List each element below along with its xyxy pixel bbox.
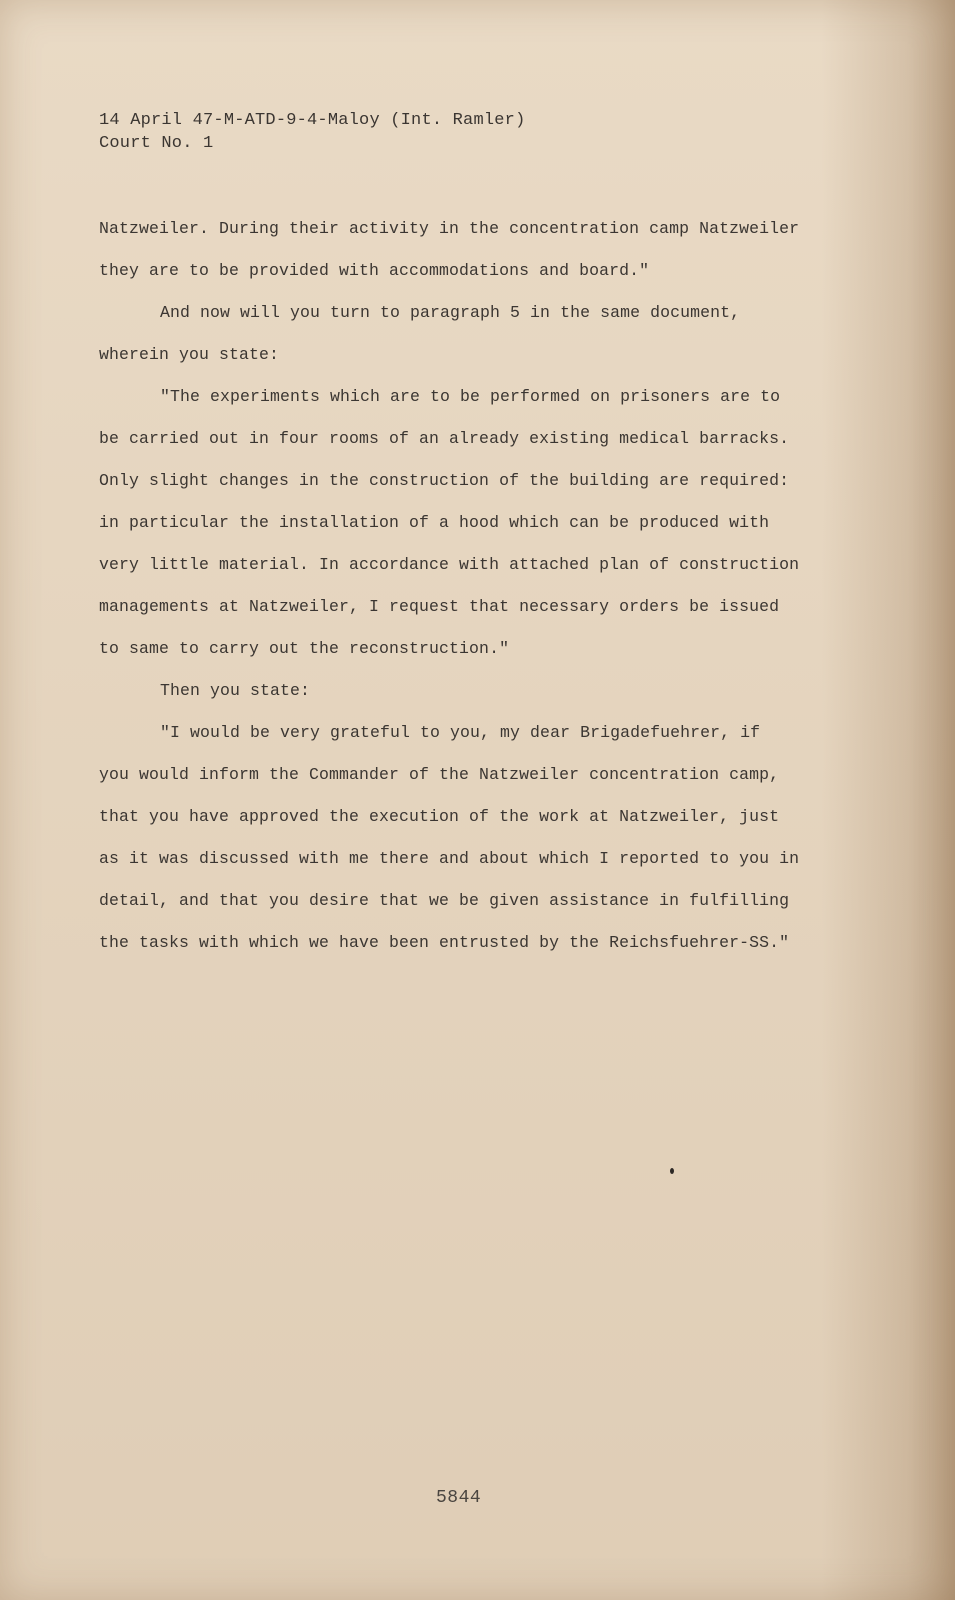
text-line: that you have approved the execution of the work at Natzweiler, just [99,807,780,826]
text-line: the tasks with which we have been entrusted by the Reichsfuehrer-SS." [99,933,790,952]
text-line: Only slight changes in the construction of the building are required: [99,471,790,490]
text-line: they are to be provided with accommodations and board." [99,261,650,280]
header-session-line: 14 April 47-M-ATD-9-4-Maloy (Int. Ramler) [99,111,526,130]
transcript-body [99,208,839,964]
text-line: in particular the installation of a hood which can be produced with [99,513,770,532]
header-court-line: Court No. 1 [99,134,214,153]
ink-speck [670,1168,674,1174]
text-line: detail, and that you desire that we be given assistance in fulfilling [99,891,790,910]
text-line: wherein you state: [99,345,280,364]
text-line: as it was discussed with me there and about which I reported to you in [99,849,800,868]
page-number: 5844 [436,1488,482,1508]
text-line: to same to carry out the reconstruction." [99,639,510,658]
text-line: Natzweiler. During their activity in the concentration camp Natzweiler [99,219,800,238]
text-line: And now will you turn to paragraph 5 in the same document, [160,303,741,322]
text-line: Then you state: [160,681,311,700]
text-line: "The experiments which are to be performed on prisoners are to [160,387,781,406]
text-line: be carried out in four rooms of an already existing medical barracks. [99,429,790,448]
document-header [99,109,525,155]
text-line: you would inform the Commander of the Natzweiler concentration camp, [99,765,780,784]
text-line: very little material. In accordance with attached plan of construction [99,555,800,574]
text-line: "I would be very grateful to you, my dear Brigadefuehrer, if [160,723,761,742]
text-line: managements at Natzweiler, I request that necessary orders be issued [99,597,780,616]
